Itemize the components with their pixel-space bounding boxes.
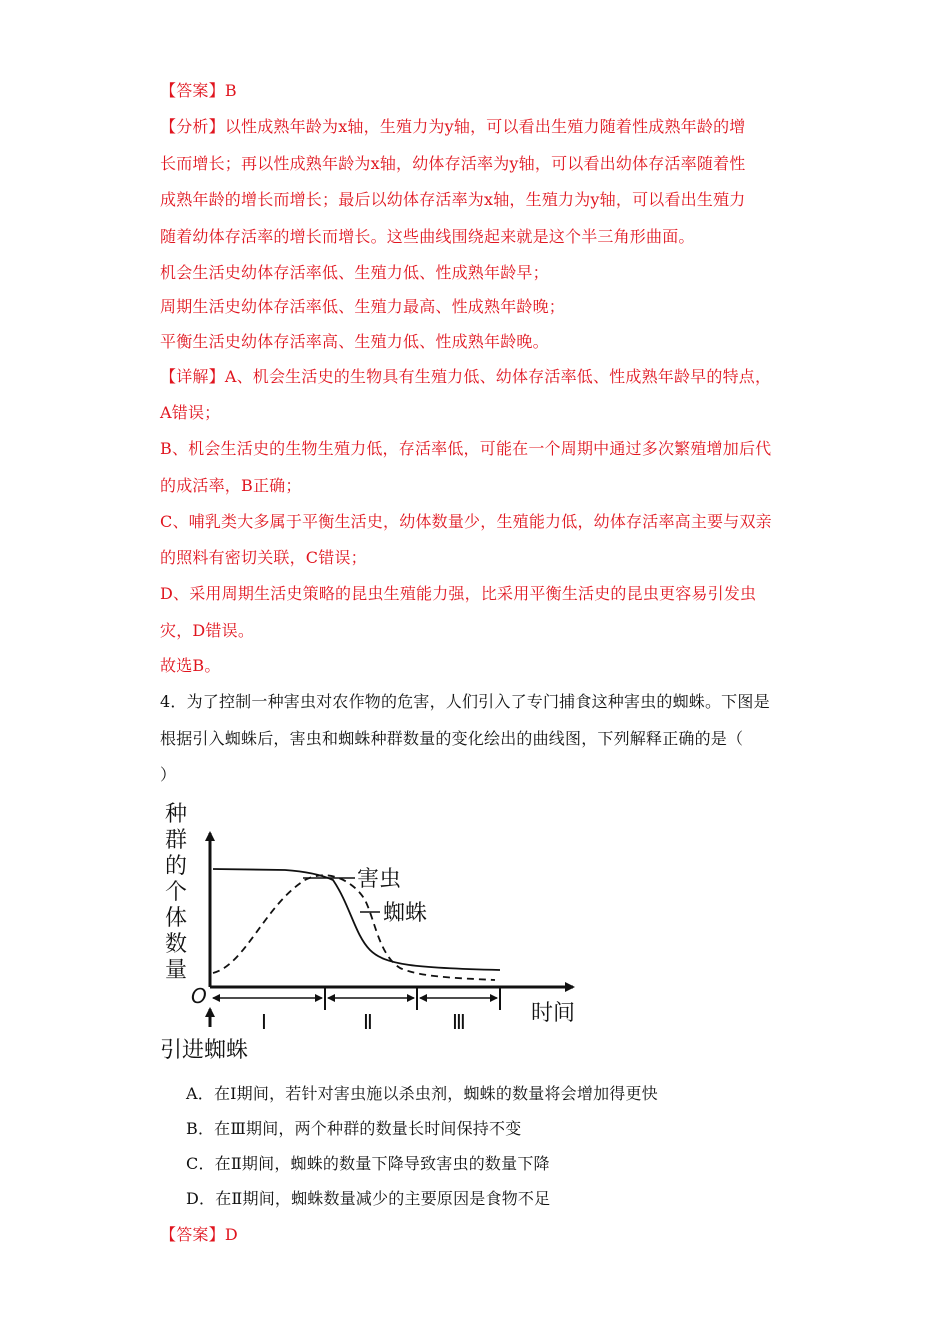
analysis-line-2: 长而增长；再以性成熟年龄为x轴，幼体存活率为y轴，可以看出幼体存活率随着性 [160, 154, 746, 173]
question-line-2: 根据引入蜘蛛后，害虫和蜘蛛种群数量的变化绘出的曲线图，下列解释正确的是（ [160, 729, 744, 748]
detail-line-8: 灾，D错误。 [160, 621, 255, 640]
period-1-label: Ⅰ [261, 1010, 267, 1034]
answer-value: D [224, 1225, 238, 1244]
option-c: C．在Ⅱ期间，蜘蛛的数量下降导致害虫的数量下降 [186, 1154, 550, 1173]
detail-line-3: B、机会生活史的生物生殖力低，存活率低，可能在一个周期中通过多次繁殖增加后代 [160, 439, 772, 458]
analysis-label: 【分析】 [160, 117, 225, 136]
answer-label: 【答案】 [160, 81, 225, 100]
spider-curve [213, 875, 495, 980]
detail-line-5: C、哺乳类大多属于平衡生活史，幼体数量少，生殖能力低，幼体存活率高主要与双亲 [160, 512, 772, 531]
answer-value: B [224, 81, 237, 100]
detail-line-9: 故选B。 [160, 656, 221, 675]
detail-label: 【详解】 [160, 367, 225, 386]
origin-label: O [191, 984, 207, 1008]
answer-line [160, 78, 237, 101]
analysis-line-3: 成熟年龄的增长而增长；最后以幼体存活率为x轴，生殖力为y轴，可以看出生殖力 [160, 190, 746, 209]
y-axis-char: 群 [165, 828, 188, 853]
detail-line-7: D、采用周期生活史策略的昆虫生殖能力强，比采用平衡生活史的昆虫更容易引发虫 [160, 584, 757, 603]
question-line-3: ） [160, 765, 177, 784]
period-2-label: Ⅱ [363, 1010, 373, 1034]
analysis-line-6: 周期生活史幼体存活率低、生殖力最高、性成熟年龄晚； [160, 297, 566, 316]
answer-label: 【答案】 [160, 1225, 225, 1244]
spider-label: 蜘蛛 [383, 901, 428, 926]
y-axis-char: 种 [165, 802, 188, 827]
analysis-line-7: 平衡生活史幼体存活率高、生殖力低、性成熟年龄晚。 [160, 332, 549, 351]
option-b: B．在Ⅲ期间，两个种群的数量长时间保持不变 [186, 1119, 522, 1138]
y-axis-char: 量 [165, 958, 188, 983]
detail-line-6: 的照料有密切关联，C错误； [160, 548, 367, 567]
y-axis-char: 个 [165, 880, 188, 905]
y-axis-char: 的 [165, 854, 188, 879]
answer-line-4 [160, 1222, 238, 1245]
question-line-1: 4．为了控制一种害虫对农作物的危害，人们引入了专门捕食这种害虫的蜘蛛。下图是 [160, 692, 770, 711]
detail-line-1: 【详解】A、机会生活史的生物具有生殖力低、幼体存活率低、性成熟年龄早的特点， [160, 367, 772, 386]
analysis-line-4: 随着幼体存活率的增长而增长。这些曲线围绕起来就是这个半三角形曲面。 [160, 227, 695, 246]
y-axis-char: 体 [165, 906, 188, 931]
period-3-label: Ⅲ [452, 1010, 466, 1034]
pest-label: 害虫 [357, 867, 402, 892]
detail-line-4: 的成活率，B正确； [160, 476, 302, 495]
x-axis-label: 时间 [531, 1001, 576, 1026]
option-d: D．在Ⅱ期间，蜘蛛数量减少的主要原因是食物不足 [186, 1189, 551, 1208]
analysis-line-1: 【分析】以性成熟年龄为x轴，生殖力为y轴，可以看出生殖力随着性成熟年龄的增 [160, 117, 746, 136]
intro-label: 引进蜘蛛 [160, 1038, 249, 1063]
y-axis-char: 数 [165, 932, 188, 957]
option-a: A．在Ⅰ期间，若针对害虫施以杀虫剂，蜘蛛的数量将会增加得更快 [186, 1084, 658, 1103]
analysis-line-5: 机会生活史幼体存活率低、生殖力低、性成熟年龄早； [160, 263, 549, 282]
detail-line-2: A错误； [160, 403, 221, 422]
population-figure [155, 795, 605, 1065]
